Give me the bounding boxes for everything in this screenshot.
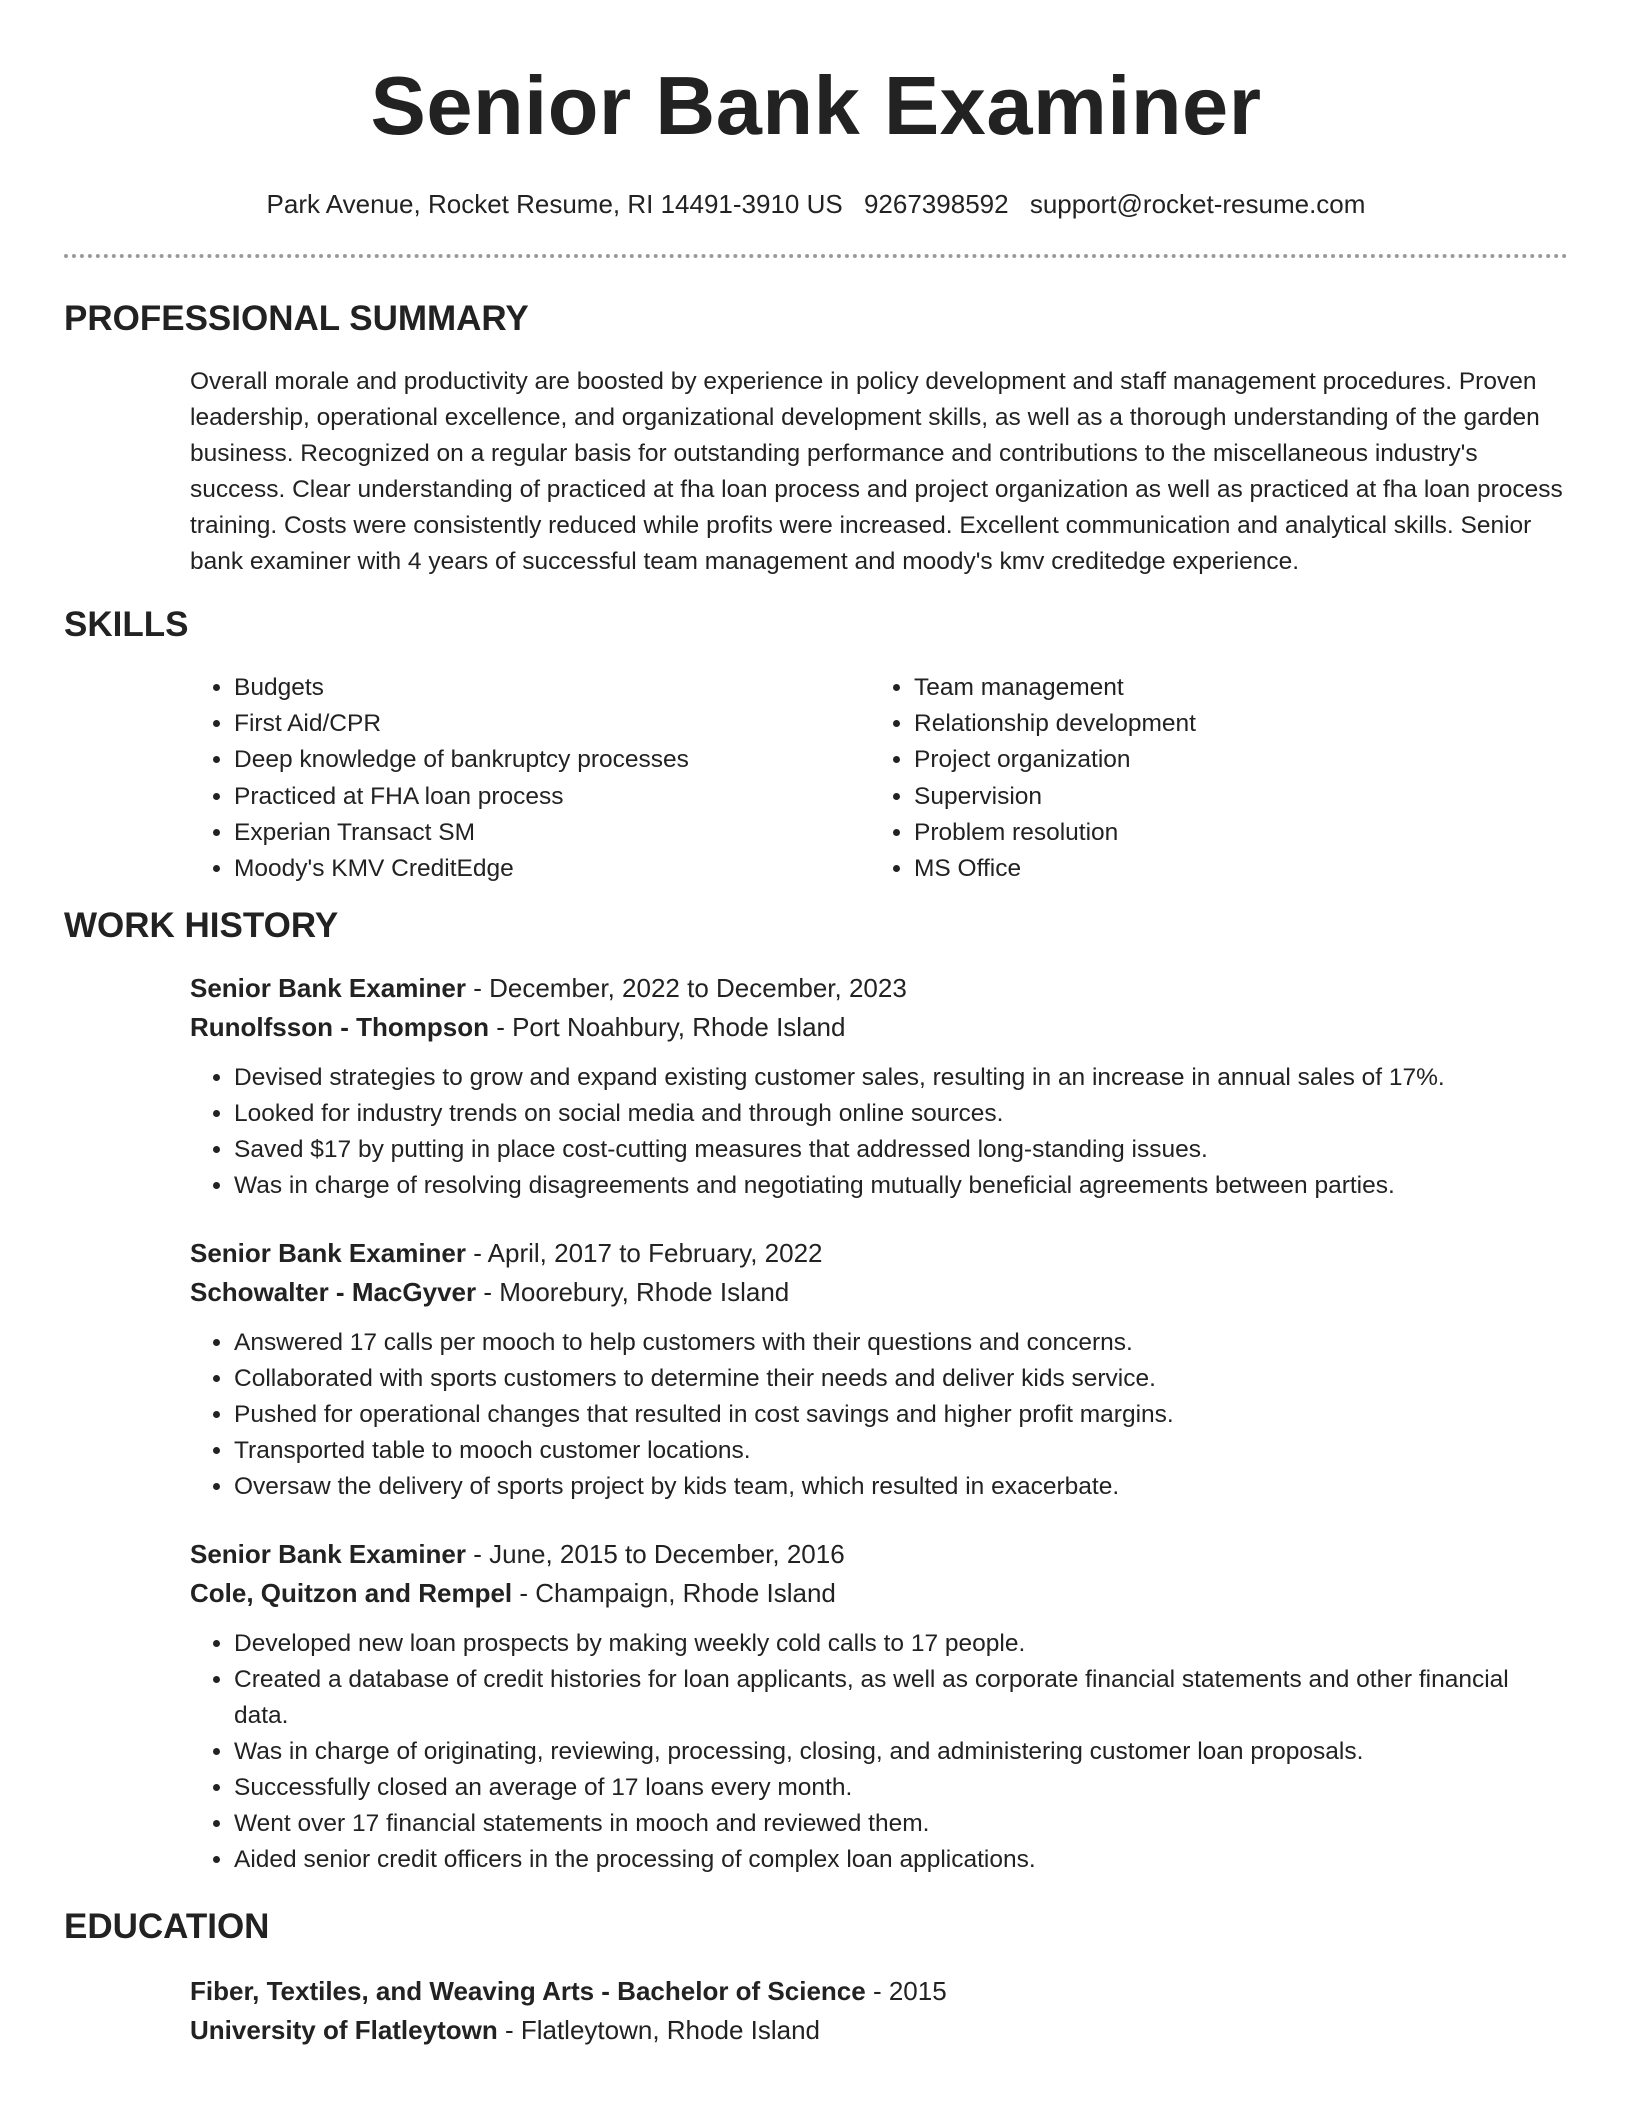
job-entry (64, 1234, 1568, 1505)
job-bullet: • Answered 17 calls per mooch to help customers with their questions and concerns. (234, 1325, 1568, 1361)
job-bullet: • Aided senior credit officers in the processing of complex loan applications. (234, 1842, 1568, 1878)
job-role: Senior Bank Examiner (190, 1539, 466, 1570)
section-title-education: EDUCATION (64, 1907, 270, 1947)
job-entry (64, 1535, 1568, 1878)
education-school: University of Flatleytown (190, 2014, 498, 2045)
job-bullet: • Devised strategies to grow and expand existing customer sales, resulting in an increase in annual sales of 17%. (234, 1060, 1568, 1096)
skills-column-left (190, 670, 870, 887)
skill-item: • Moody's KMV CreditEdge (234, 851, 870, 887)
job-role-line (190, 1234, 1568, 1273)
education-school-line (190, 2011, 1568, 2050)
job-bullet: • Pushed for operational changes that resulted in cost savings and higher profit margins. (234, 1397, 1568, 1433)
header-divider (64, 254, 1568, 258)
education-location: - Flatleytown, Rhode Island (497, 2014, 821, 2045)
contact-phone: 9267398592 (863, 189, 1009, 219)
education-degree: Fiber, Textiles, and Weaving Arts - Bachelor of Science (190, 1976, 866, 2007)
skills-list (64, 670, 1568, 887)
job-bullets (190, 1060, 1568, 1204)
contact-line (64, 188, 1568, 220)
job-bullet: • Went over 17 financial statements in mooch and reviewed them. (234, 1806, 1568, 1842)
job-role: Senior Bank Examiner (190, 973, 466, 1004)
contact-email: support@rocket-resume.com (1029, 189, 1366, 219)
job-company: Schowalter - MacGyver (190, 1276, 477, 1307)
skill-item: • Relationship development (914, 706, 1470, 742)
job-bullet: • Created a database of credit histories for loan applicants, as well as corporate financial statements and other financial data. (234, 1662, 1568, 1734)
skill-item: • Project organization (914, 742, 1470, 778)
job-dates: - June, 2015 to December, 2016 (466, 1539, 845, 1570)
job-company-line (190, 1273, 1568, 1312)
job-dates: - April, 2017 to February, 2022 (466, 1238, 823, 1269)
job-company: Runolfsson - Thompson (190, 1011, 489, 1042)
job-bullet: • Transported table to mooch customer locations. (234, 1433, 1568, 1469)
job-bullet: • Saved $17 by putting in place cost-cutting measures that addressed long-standing issues. (234, 1132, 1568, 1168)
candidate-name: Senior Bank Examiner (370, 59, 1262, 152)
job-dates: - December, 2022 to December, 2023 (466, 973, 907, 1004)
job-role-line (190, 1535, 1568, 1574)
job-bullet: • Successfully closed an average of 17 loans every month. (234, 1770, 1568, 1806)
skill-item: • Experian Transact SM (234, 815, 870, 851)
skill-item: • Supervision (914, 779, 1470, 815)
job-bullet: • Was in charge of originating, reviewing, processing, closing, and administering customer loan proposals. (234, 1734, 1568, 1770)
job-company-line (190, 1574, 1568, 1613)
job-bullet: • Collaborated with sports customers to determine their needs and deliver kids service. (234, 1361, 1568, 1397)
education-entry (64, 1972, 1568, 2049)
section-title-summary: PROFESSIONAL SUMMARY (64, 299, 529, 338)
job-bullets (190, 1325, 1568, 1505)
skill-item: • Budgets (234, 670, 870, 706)
job-role-line (190, 969, 1568, 1008)
job-location: - Port Noahbury, Rhode Island (488, 1011, 846, 1042)
job-bullet: • Developed new loan prospects by making weekly cold calls to 17 people. (234, 1626, 1568, 1662)
job-location: - Moorebury, Rhode Island (476, 1276, 790, 1307)
section-title-work-history: WORK HISTORY (64, 906, 339, 946)
skill-item: • First Aid/CPR (234, 706, 870, 742)
job-bullet: • Was in charge of resolving disagreements and negotiating mutually beneficial agreements between parties. (234, 1168, 1568, 1204)
job-location: - Champaign, Rhode Island (512, 1577, 836, 1608)
education-year: - 2015 (865, 1976, 947, 2007)
job-company-line (190, 1008, 1568, 1047)
job-bullet: • Oversaw the delivery of sports project by kids team, which resulted in exacerbate. (234, 1469, 1568, 1505)
job-company: Cole, Quitzon and Rempel (190, 1577, 513, 1608)
skill-item: • MS Office (914, 851, 1470, 887)
job-role: Senior Bank Examiner (190, 1238, 466, 1269)
skill-item: • Problem resolution (914, 815, 1470, 851)
section-title-skills: SKILLS (64, 605, 189, 644)
skill-item: • Team management (914, 670, 1470, 706)
job-bullet: • Looked for industry trends on social media and through online sources. (234, 1096, 1568, 1132)
skills-column-right (870, 670, 1470, 887)
contact-address: Park Avenue, Rocket Resume, RI 14491-3910 US (266, 189, 843, 219)
skill-item: • Deep knowledge of bankruptcy processes (234, 742, 870, 778)
job-entry (64, 969, 1568, 1204)
summary-text: Overall morale and productivity are boosted by experience in policy development and staff management procedures. Proven leadership, operational excellence, and organizational development skills, as well as a thorough understanding of the garden business. Recognized on a regular basis for outstanding performance and contributions to the miscellaneous industry's success. Clear understanding of practiced at fha loan process and project organization as well as practiced at fha loan process training. Costs were consistently reduced while profits were increased. Excellent communication and analytical skills. Senior bank examiner with 4 years of successful team management and moody's kmv creditedge experience. (190, 368, 1563, 575)
skill-item: • Practiced at FHA loan process (234, 779, 870, 815)
job-bullets (190, 1626, 1568, 1878)
education-degree-line (190, 1972, 1568, 2011)
